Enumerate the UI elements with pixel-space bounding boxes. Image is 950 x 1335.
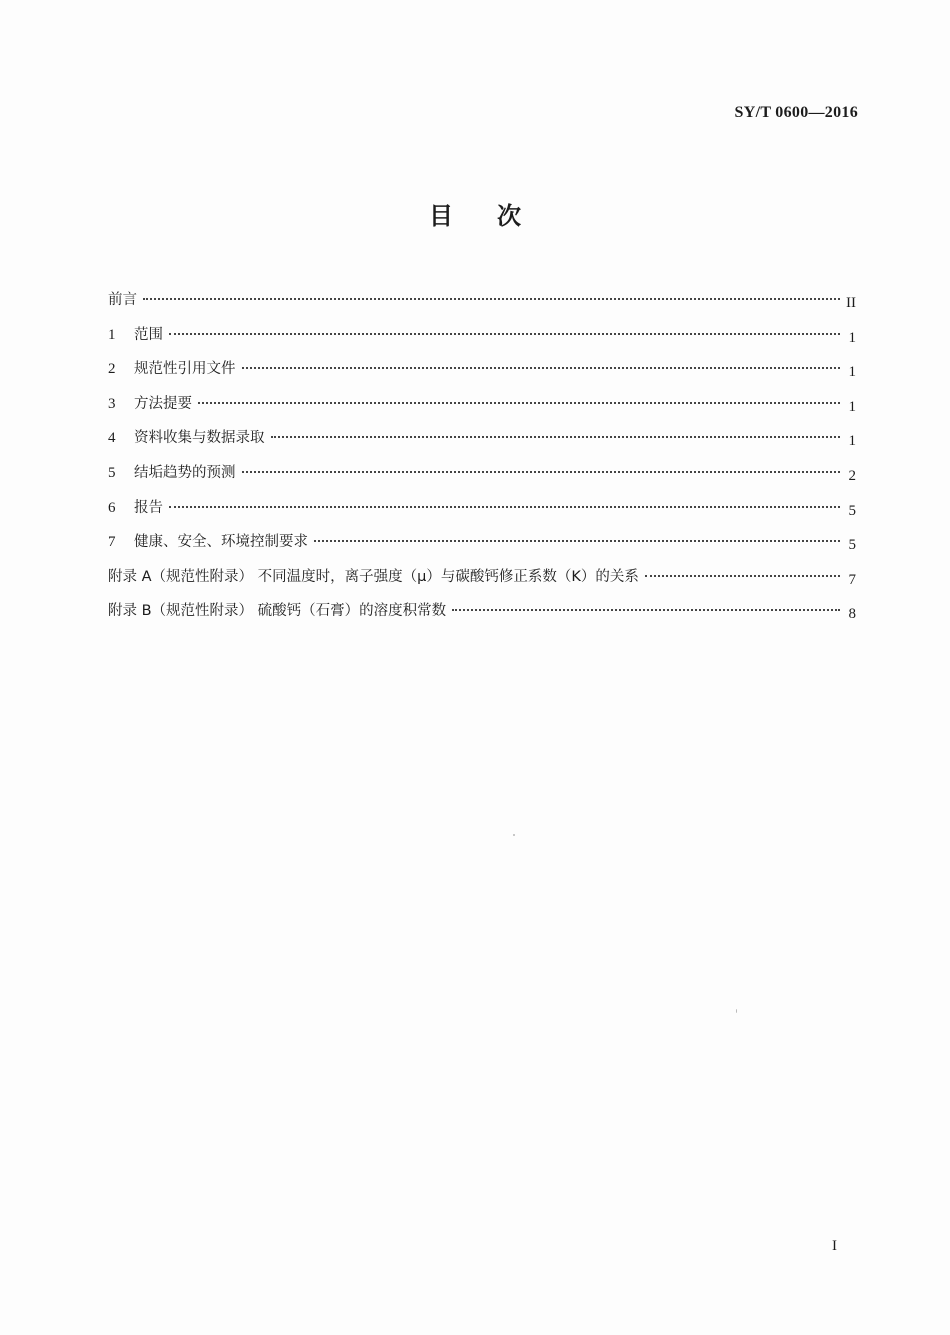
toc-leader-dots	[242, 367, 841, 369]
scan-speck	[513, 834, 515, 836]
toc-entry-label: 结垢趋势的预测	[134, 464, 236, 481]
toc-entry-page: 1	[848, 398, 856, 415]
toc-entry-number: 3	[108, 395, 116, 412]
toc-entry-page: II	[846, 295, 856, 311]
toc-list	[108, 286, 856, 632]
toc-entry-page: 1	[848, 329, 856, 346]
toc-entry-label: 附录 A（规范性附录） 不同温度时，离子强度（μ）与碳酸钙修正系数（K）的关系	[108, 568, 639, 585]
toc-leader-dots	[314, 540, 840, 542]
toc-entry-page: 1	[848, 433, 856, 450]
toc-entry-report[interactable]	[108, 494, 856, 529]
toc-entry-page: 5	[848, 537, 856, 554]
toc-entry-page: 2	[848, 467, 856, 484]
toc-entry-label: 范围	[134, 326, 163, 343]
toc-entry-method-summary[interactable]	[108, 390, 856, 425]
toc-entry-label: 前言	[108, 292, 137, 308]
toc-leader-dots	[271, 436, 841, 438]
toc-leader-dots	[169, 506, 840, 508]
toc-entry-hse-requirements[interactable]	[108, 528, 856, 563]
toc-entry-label: 报告	[134, 499, 163, 516]
toc-leader-dots	[452, 609, 840, 611]
toc-entry-page: 7	[848, 571, 856, 588]
toc-entry-appendix-b[interactable]	[108, 597, 856, 632]
toc-entry-label: 健康、安全、环境控制要求	[134, 534, 308, 551]
standard-code: SY/T 0600—2016	[734, 104, 858, 121]
toc-entry-number: 4	[108, 430, 116, 447]
page-number: I	[832, 1238, 837, 1254]
toc-entry-number: 6	[108, 499, 116, 516]
toc-entry-scaling-prediction[interactable]	[108, 459, 856, 494]
toc-entry-page: 5	[848, 502, 856, 519]
scan-speck	[736, 1009, 737, 1013]
toc-entry-foreword[interactable]	[108, 286, 856, 321]
toc-leader-dots	[169, 333, 840, 335]
toc-leader-dots	[242, 471, 841, 473]
toc-leader-dots	[645, 575, 840, 577]
toc-entry-number: 1	[108, 326, 116, 343]
toc-leader-dots	[143, 298, 840, 300]
toc-entry-data-collection[interactable]	[108, 424, 856, 459]
toc-entry-page: 1	[848, 364, 856, 381]
toc-entry-label: 规范性引用文件	[134, 361, 236, 378]
toc-entry-number: 2	[108, 361, 116, 378]
toc-entry-normative-references[interactable]	[108, 355, 856, 390]
toc-entry-label: 附录 B（规范性附录） 硫酸钙（石膏）的溶度积常数	[108, 603, 447, 620]
toc-entry-page: 8	[848, 606, 856, 623]
toc-entry-label: 方法提要	[134, 395, 192, 412]
toc-entry-scope[interactable]	[108, 321, 856, 356]
toc-entry-label: 资料收集与数据录取	[134, 430, 265, 447]
toc-entry-appendix-a[interactable]	[108, 563, 856, 598]
toc-leader-dots	[198, 402, 840, 404]
toc-entry-number: 7	[108, 534, 116, 551]
toc-entry-number: 5	[108, 464, 116, 481]
toc-title: 目次	[429, 202, 565, 230]
